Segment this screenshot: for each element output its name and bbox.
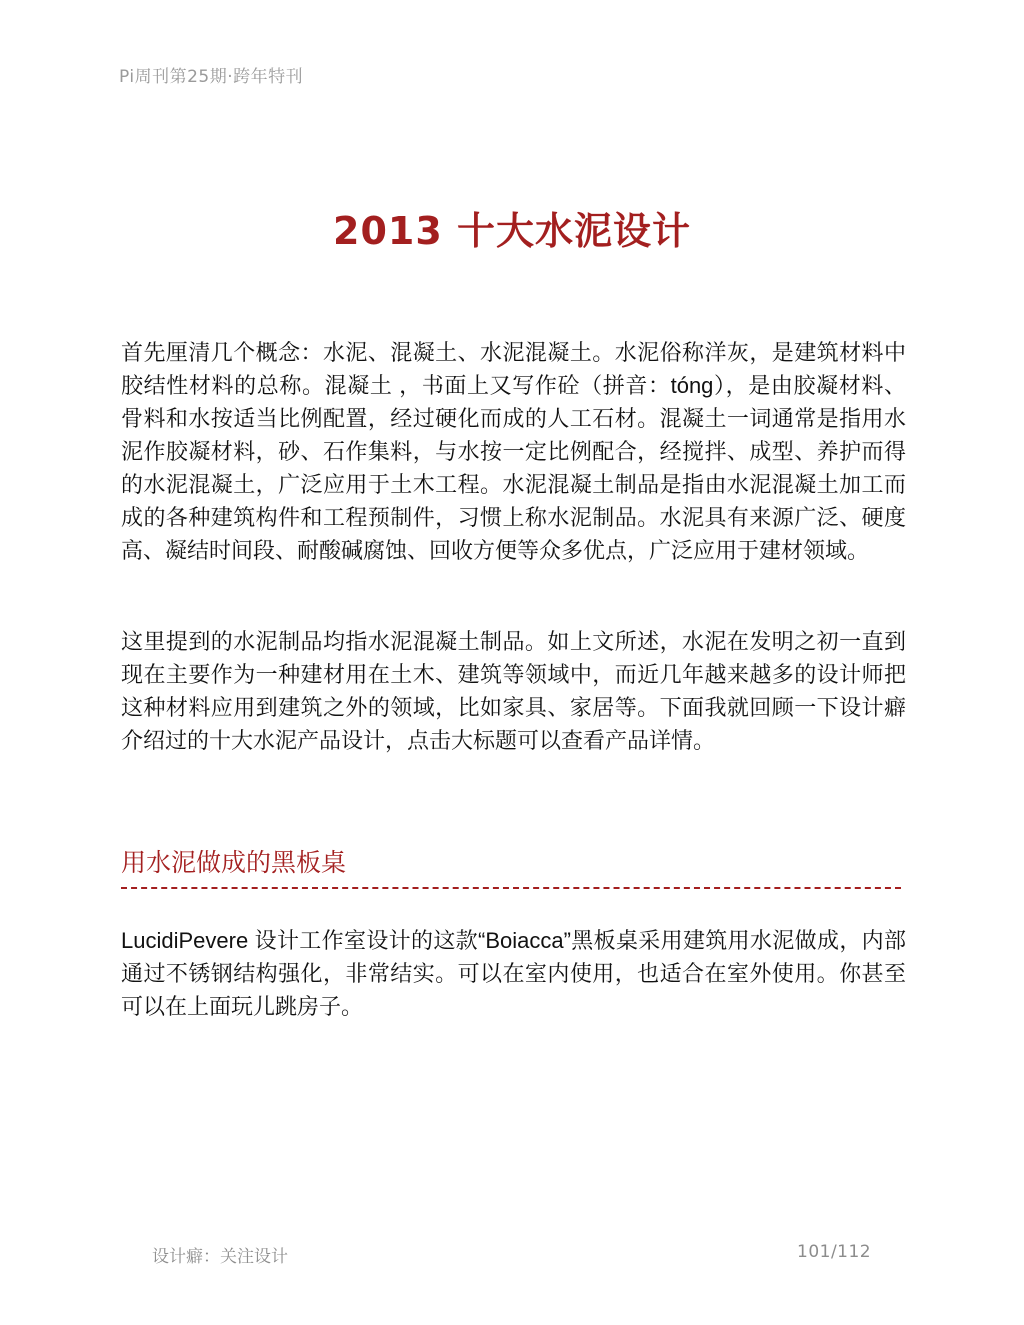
- context-paragraph: 这里提到的水泥制品均指水泥混凝土制品。如上文所述，水泥在发明之初一直到现在主要作为一种建材用在土木、建筑等领域中，而近几年越来越多的设计师把这种材料应用到建筑之外的领域，比如家具、家居等。下面我就回顾一下设计癖介绍过的十大水泥产品设计，点击大标题可以查看产品详情。: [121, 629, 906, 753]
- intro-paragraph: 首先厘清几个概念：水泥、混凝土、水泥混凝土。水泥俗称洋灰，是建筑材料中胶结性材料的总称。混凝土 ，书面上又写作砼（拼音：tóng），是由胶凝材料、骨料和水按适当比例配置，经过硬化而成的人工石材。混凝土一词通常是指用水泥作胶凝材料，砂、石作集料，与水按一定比例配合，经搅拌、成型、养护而得的水泥混凝土，广泛应用于土木工程。水泥混凝土制品是指由水泥混凝土加工而成的各种建筑构件和工程预制件，习惯上称水泥制品。水泥具有来源广泛、硬度高、凝结时间段、耐酸碱腐蚀、回收方便等众多优点，广泛应用于建材领域。: [121, 340, 906, 563]
- section-body-paragraph: LucidiPevere 设计工作室设计的这款“Boiacca”黑板桌采用建筑用水泥做成，内部通过不锈钢结构强化，非常结实。可以在室内使用，也适合在室外使用。你甚至可以在上面玩儿跳房子。: [121, 928, 906, 1019]
- footer-tagline: 设计癖：关注设计: [152, 1247, 288, 1267]
- page-title: 2013 十大水泥设计: [333, 209, 691, 253]
- running-header: Pi周刊第25期·跨年特刊: [119, 67, 304, 87]
- section-divider: [121, 887, 901, 889]
- page-number: 101/112: [797, 1242, 872, 1262]
- section-heading-link[interactable]: 用水泥做成的黑板桌: [121, 848, 347, 877]
